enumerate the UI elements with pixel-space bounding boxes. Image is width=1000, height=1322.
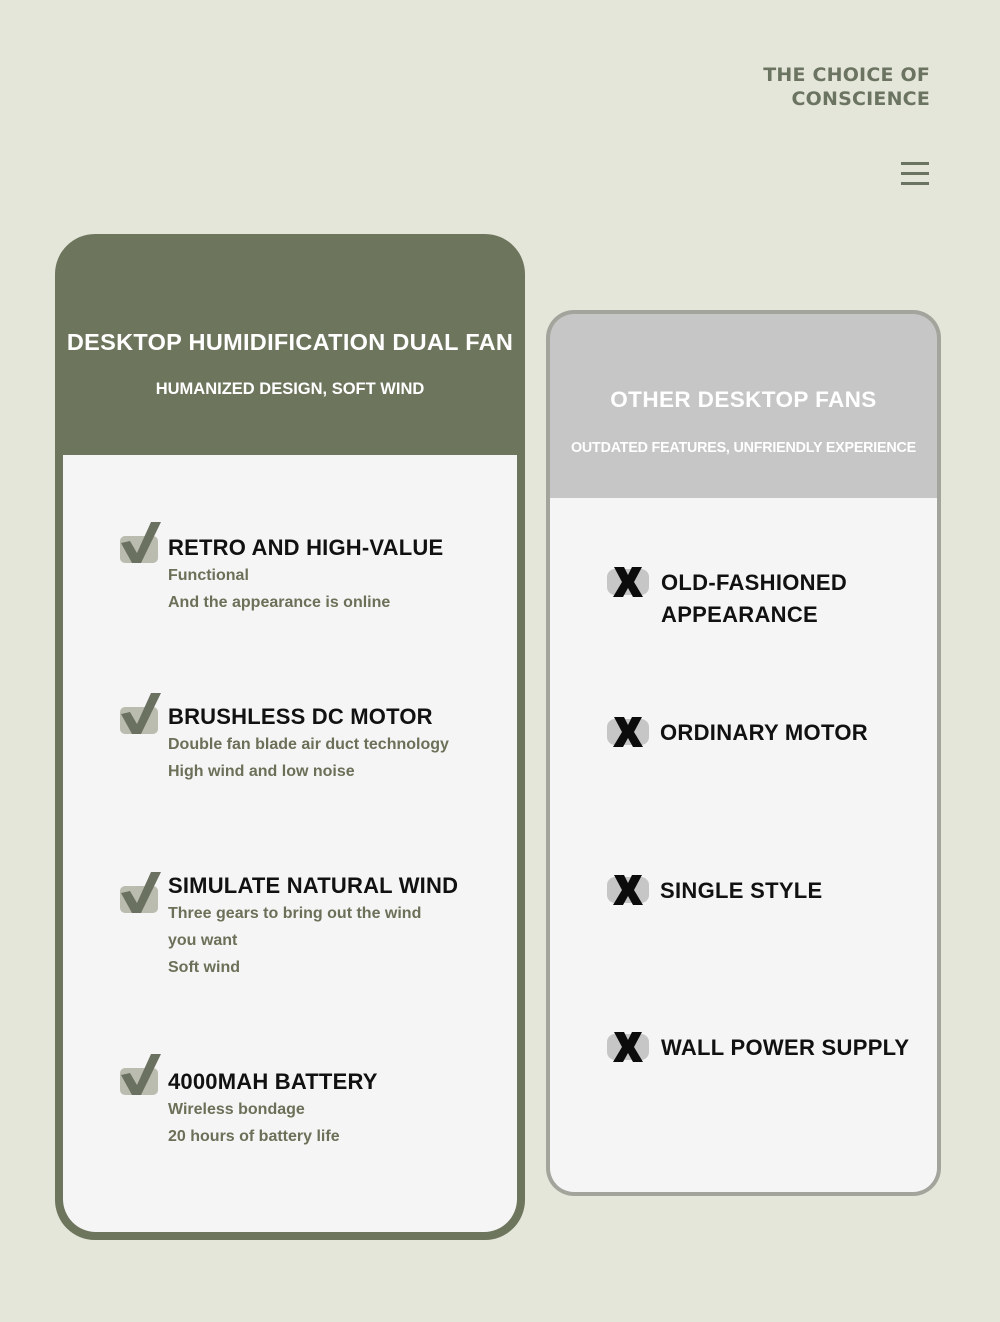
competitor-card-header (546, 310, 941, 498)
x-mark-icon (606, 1031, 650, 1063)
hamburger-menu-icon[interactable] (899, 160, 931, 188)
feature-desc: Soft wind (168, 959, 240, 976)
feature-title: 4000MAH BATTERY (168, 1069, 378, 1094)
drawback-label: APPEARANCE (661, 602, 819, 627)
brand-line-1: THE CHOICE OF (763, 64, 930, 86)
feature-desc: Wireless bondage (168, 1101, 305, 1118)
competitor-title: OTHER DESKTOP FANS (610, 387, 877, 412)
feature-desc: Three gears to bring out the wind (168, 905, 422, 922)
feature-desc: High wind and low noise (168, 763, 355, 780)
product-subtitle: HUMANIZED DESIGN, SOFT WIND (155, 380, 425, 398)
menu-bar (901, 182, 929, 185)
competitor-card (546, 310, 941, 1196)
product-card (55, 234, 525, 1240)
menu-bar (901, 172, 929, 175)
feature-title: RETRO AND HIGH-VALUE (168, 535, 444, 560)
competitor-subtitle: OUTDATED FEATURES, UNFRIENDLY EXPERIENCE (571, 440, 916, 456)
feature-title: SIMULATE NATURAL WIND (168, 873, 459, 898)
drawback-label: WALL POWER SUPPLY (661, 1035, 910, 1060)
brand-line-2: CONSCIENCE (791, 88, 930, 110)
product-title: DESKTOP HUMIDIFICATION DUAL FAN (66, 329, 514, 355)
menu-bar (901, 162, 929, 165)
x-mark-icon (606, 566, 650, 598)
checkmark-icon (119, 1053, 163, 1097)
competitor-drawbacks (550, 498, 937, 1192)
feature-desc: 20 hours of battery life (168, 1128, 340, 1145)
x-mark-icon (606, 716, 650, 748)
product-card-header (55, 234, 525, 454)
drawback-label: SINGLE STYLE (660, 878, 823, 903)
feature-desc: Functional (168, 567, 249, 584)
checkmark-icon (119, 871, 163, 915)
feature-desc: Double fan blade air duct technology (168, 736, 449, 753)
feature-desc: you want (168, 932, 238, 949)
x-mark-icon (606, 874, 650, 906)
feature-desc: And the appearance is online (168, 594, 391, 611)
checkmark-icon (119, 692, 163, 736)
product-features (63, 455, 517, 1232)
brand-tagline (763, 63, 930, 111)
checkmark-icon (119, 521, 163, 565)
drawback-label: OLD-FASHIONED (661, 570, 848, 595)
feature-title: BRUSHLESS DC MOTOR (168, 704, 433, 729)
drawback-label: ORDINARY MOTOR (660, 720, 868, 745)
